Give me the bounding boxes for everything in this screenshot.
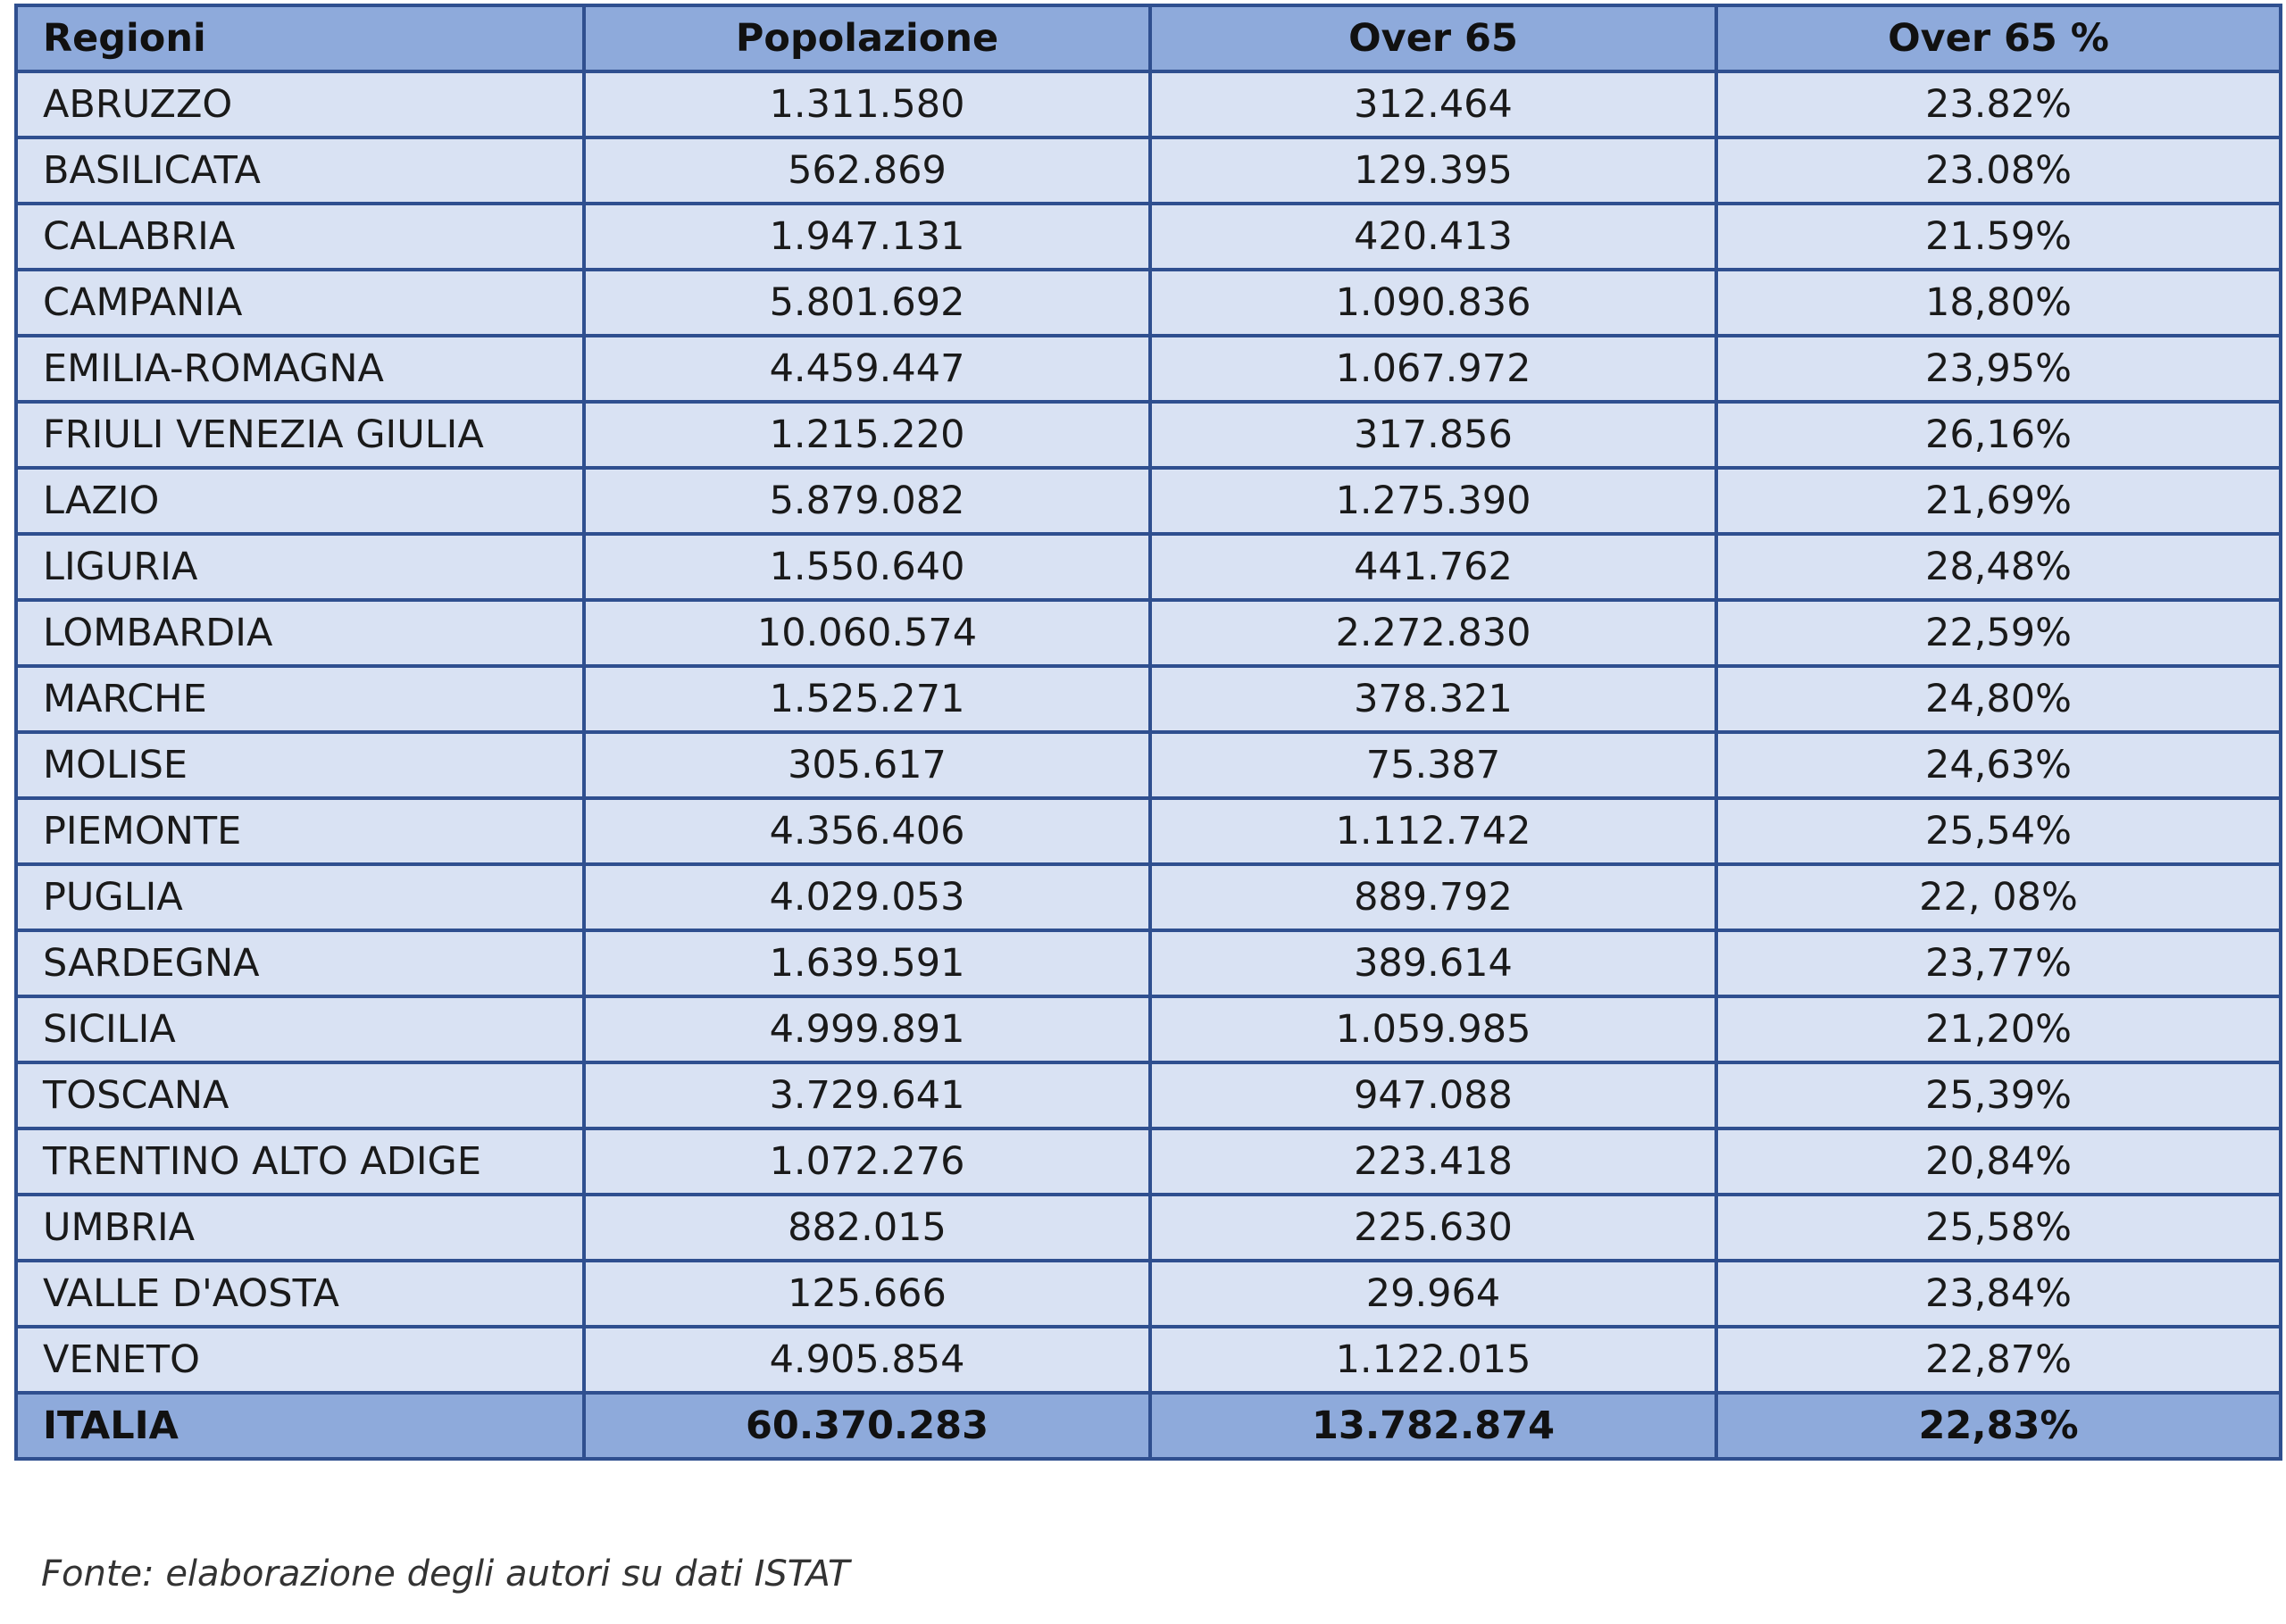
- table-row: [16, 336, 2281, 402]
- over65-cell: 1.112.742: [1150, 798, 1716, 864]
- over65-percent-cell: 25,54%: [1716, 798, 2281, 864]
- table-row: [16, 1327, 2281, 1393]
- region-cell: SARDEGNA: [16, 930, 584, 996]
- total-over65-cell: 13.782.874: [1150, 1393, 1716, 1459]
- total-row: [16, 1393, 2281, 1459]
- population-cell: 125.666: [584, 1261, 1150, 1327]
- region-cell: ABRUZZO: [16, 71, 584, 137]
- region-cell: TOSCANA: [16, 1062, 584, 1128]
- region-cell: VENETO: [16, 1327, 584, 1393]
- over65-cell: 1.067.972: [1150, 336, 1716, 402]
- over65-percent-cell: 21.59%: [1716, 204, 2281, 270]
- region-cell: TRENTINO ALTO ADIGE: [16, 1128, 584, 1195]
- table-row: [16, 270, 2281, 336]
- population-cell: 4.029.053: [584, 864, 1150, 930]
- population-cell: 562.869: [584, 137, 1150, 204]
- table-row: [16, 864, 2281, 930]
- population-cell: 1.311.580: [584, 71, 1150, 137]
- region-cell: UMBRIA: [16, 1195, 584, 1261]
- total-over65-percent-cell: 22,83%: [1716, 1393, 2281, 1459]
- over65-percent-cell: 23,95%: [1716, 336, 2281, 402]
- population-cell: 1.525.271: [584, 666, 1150, 732]
- population-cell: 5.801.692: [584, 270, 1150, 336]
- population-cell: 4.459.447: [584, 336, 1150, 402]
- over65-cell: 1.059.985: [1150, 996, 1716, 1062]
- population-cell: 4.999.891: [584, 996, 1150, 1062]
- total-population-cell: 60.370.283: [584, 1393, 1150, 1459]
- over65-cell: 75.387: [1150, 732, 1716, 798]
- over65-percent-cell: 22,59%: [1716, 600, 2281, 666]
- population-cell: 10.060.574: [584, 600, 1150, 666]
- over65-percent-cell: 23.82%: [1716, 71, 2281, 137]
- region-cell: BASILICATA: [16, 137, 584, 204]
- header-over65: Over 65: [1150, 5, 1716, 71]
- region-cell: CAMPANIA: [16, 270, 584, 336]
- table-footer: [16, 1393, 2281, 1459]
- over65-percent-cell: 23.08%: [1716, 137, 2281, 204]
- population-cell: 1.550.640: [584, 534, 1150, 600]
- over65-cell: 129.395: [1150, 137, 1716, 204]
- header-popolazione: Popolazione: [584, 5, 1150, 71]
- over65-cell: 312.464: [1150, 71, 1716, 137]
- over65-percent-cell: 21,69%: [1716, 468, 2281, 534]
- population-cell: 305.617: [584, 732, 1150, 798]
- over65-cell: 1.090.836: [1150, 270, 1716, 336]
- total-region-cell: ITALIA: [16, 1393, 584, 1459]
- header-over65-percent: Over 65 %: [1716, 5, 2281, 71]
- table-row: [16, 71, 2281, 137]
- over65-cell: 420.413: [1150, 204, 1716, 270]
- population-cell: 4.356.406: [584, 798, 1150, 864]
- over65-cell: 29.964: [1150, 1261, 1716, 1327]
- over65-percent-cell: 18,80%: [1716, 270, 2281, 336]
- region-cell: VALLE D'AOSTA: [16, 1261, 584, 1327]
- over65-percent-cell: 20,84%: [1716, 1128, 2281, 1195]
- over65-percent-cell: 21,20%: [1716, 996, 2281, 1062]
- region-cell: LAZIO: [16, 468, 584, 534]
- population-table: [14, 4, 2282, 1461]
- over65-percent-cell: 25,58%: [1716, 1195, 2281, 1261]
- table-row: [16, 468, 2281, 534]
- over65-cell: 947.088: [1150, 1062, 1716, 1128]
- header-row: [16, 5, 2281, 71]
- over65-cell: 1.122.015: [1150, 1327, 1716, 1393]
- table-row: [16, 930, 2281, 996]
- over65-percent-cell: 28,48%: [1716, 534, 2281, 600]
- region-cell: CALABRIA: [16, 204, 584, 270]
- region-cell: PIEMONTE: [16, 798, 584, 864]
- population-cell: 3.729.641: [584, 1062, 1150, 1128]
- over65-percent-cell: 25,39%: [1716, 1062, 2281, 1128]
- over65-percent-cell: 22, 08%: [1716, 864, 2281, 930]
- table-row: [16, 996, 2281, 1062]
- over65-percent-cell: 26,16%: [1716, 402, 2281, 468]
- over65-cell: 2.272.830: [1150, 600, 1716, 666]
- population-cell: 1.639.591: [584, 930, 1150, 996]
- over65-cell: 889.792: [1150, 864, 1716, 930]
- over65-percent-cell: 23,77%: [1716, 930, 2281, 996]
- table-header: [16, 5, 2281, 71]
- region-cell: FRIULI VENEZIA GIULIA: [16, 402, 584, 468]
- population-cell: 1.947.131: [584, 204, 1150, 270]
- over65-percent-cell: 23,84%: [1716, 1261, 2281, 1327]
- table-row: [16, 732, 2281, 798]
- over65-cell: 441.762: [1150, 534, 1716, 600]
- header-regioni: Regioni: [16, 5, 584, 71]
- over65-cell: 223.418: [1150, 1128, 1716, 1195]
- table-row: [16, 600, 2281, 666]
- region-cell: PUGLIA: [16, 864, 584, 930]
- table-body: [16, 71, 2281, 1393]
- population-cell: 4.905.854: [584, 1327, 1150, 1393]
- region-cell: MOLISE: [16, 732, 584, 798]
- region-cell: SICILIA: [16, 996, 584, 1062]
- population-cell: 1.215.220: [584, 402, 1150, 468]
- table-row: [16, 534, 2281, 600]
- table-row: [16, 798, 2281, 864]
- table-row: [16, 1261, 2281, 1327]
- region-cell: MARCHE: [16, 666, 584, 732]
- population-cell: 1.072.276: [584, 1128, 1150, 1195]
- over65-percent-cell: 24,63%: [1716, 732, 2281, 798]
- over65-cell: 225.630: [1150, 1195, 1716, 1261]
- over65-cell: 378.321: [1150, 666, 1716, 732]
- over65-percent-cell: 22,87%: [1716, 1327, 2281, 1393]
- over65-cell: 317.856: [1150, 402, 1716, 468]
- table-row: [16, 1195, 2281, 1261]
- region-cell: LIGURIA: [16, 534, 584, 600]
- population-cell: 5.879.082: [584, 468, 1150, 534]
- table-row: [16, 1062, 2281, 1128]
- over65-cell: 1.275.390: [1150, 468, 1716, 534]
- source-note: Fonte: elaborazione degli autori su dati ISTAT: [41, 1553, 850, 1595]
- table-row: [16, 137, 2281, 204]
- table-row: [16, 666, 2281, 732]
- table-row: [16, 402, 2281, 468]
- region-cell: LOMBARDIA: [16, 600, 584, 666]
- population-cell: 882.015: [584, 1195, 1150, 1261]
- table-row: [16, 1128, 2281, 1195]
- over65-cell: 389.614: [1150, 930, 1716, 996]
- table-row: [16, 204, 2281, 270]
- over65-percent-cell: 24,80%: [1716, 666, 2281, 732]
- region-cell: EMILIA-ROMAGNA: [16, 336, 584, 402]
